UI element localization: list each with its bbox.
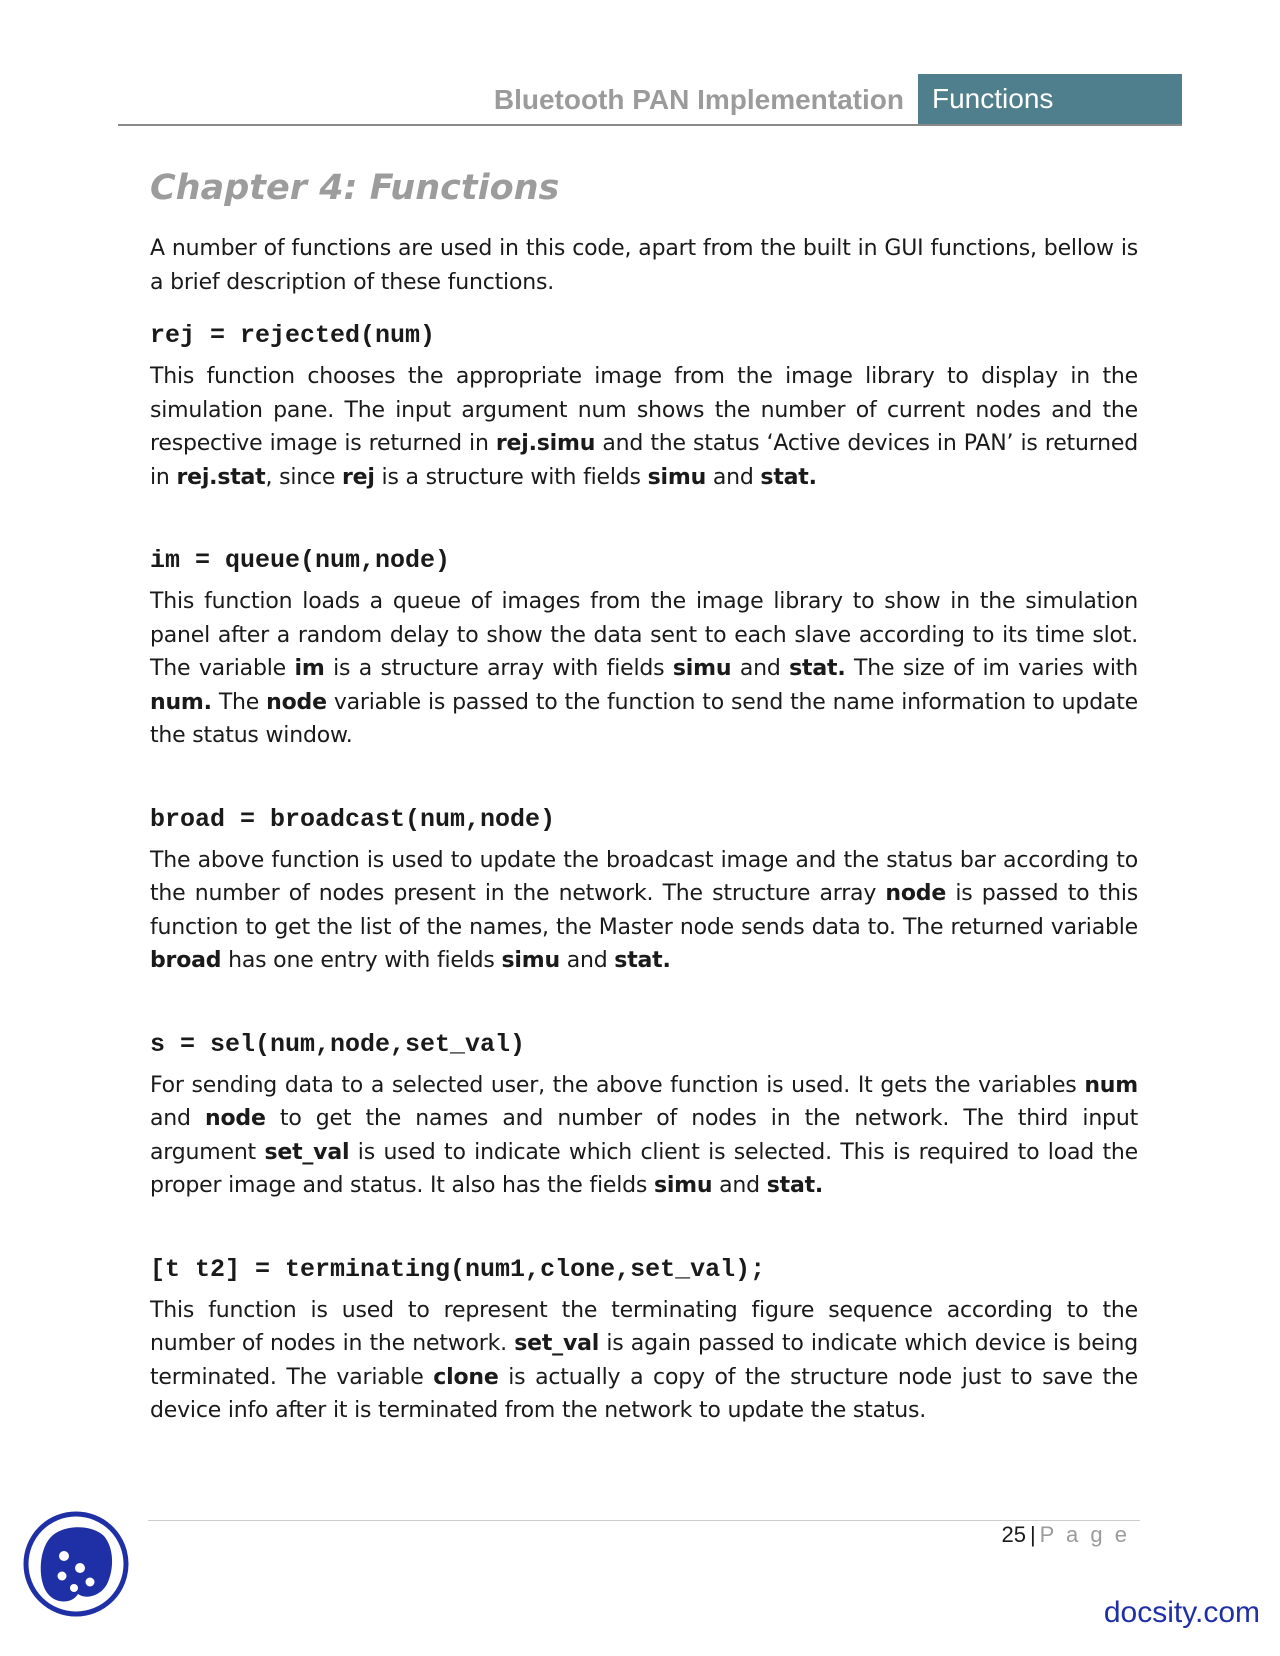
page-word: P a g e — [1039, 1522, 1130, 1547]
function-description: This function is used to represent the terminating figure sequence according to the number of nodes in the network. set_val is again passed to indicate which device is being terminated. The variable clone is actually a copy of the structure node just to save the device info after it is terminated from the network to update the status. — [150, 1297, 1139, 1423]
bold-term: simu — [672, 656, 732, 681]
function-section — [150, 805, 1138, 978]
function-signature: broad = broadcast(num,node) — [150, 804, 556, 834]
bold-term: im — [294, 656, 325, 681]
bold-term: rej — [342, 464, 375, 490]
docsity-brand-link[interactable]: docsity.com — [1103, 1596, 1260, 1629]
bold-term: set_val — [264, 1139, 350, 1165]
bold-term: rej.simu — [495, 431, 596, 456]
bold-term: num. — [150, 689, 212, 715]
bold-term: node — [205, 1106, 266, 1131]
bold-term: stat. — [614, 948, 671, 973]
chapter-title: Chapter 4: Functions — [150, 168, 560, 208]
page-content — [150, 168, 1138, 1428]
function-description: For sending data to a selected user, the above function is used. It gets the variables num and node to get the names and number of nodes in the network. The third input argument set_val is used to indicate which client is selected. This is required to load the proper image and status. It also has the fields simu and stat. — [150, 1072, 1138, 1198]
footer-divider — [148, 1520, 1140, 1521]
function-description: The above function is used to update the broadcast image and the status bar according to the number of nodes present in the network. The structure array node is passed to this function to get the list of the names, the Master node sends data to. The returned variable broad has one entry with fields simu and stat. — [150, 847, 1138, 973]
function-section — [150, 321, 1138, 494]
page-number: 25 — [1001, 1522, 1026, 1547]
function-signature: im = queue(num,node) — [150, 546, 451, 575]
page-number-footer — [1001, 1522, 1130, 1548]
intro-paragraph: A number of functions are used in this code, apart from the built in GUI functions, bellow is a brief description of these functions. — [150, 236, 1138, 295]
function-section — [150, 1030, 1138, 1203]
header-document-title: Bluetooth PAN Implementation — [493, 84, 904, 115]
bold-term: rej.stat — [176, 464, 266, 490]
bold-term: broad — [150, 948, 222, 973]
function-section — [150, 546, 1138, 753]
function-section — [150, 1255, 1138, 1428]
bold-term: stat. — [789, 656, 846, 681]
function-signature: [t t2] = terminating(num1,clone,set_val); — [150, 1254, 766, 1284]
bold-term: simu — [501, 948, 560, 973]
function-signature: rej = rejected(num) — [150, 321, 436, 350]
header-section-tab: Functions — [918, 74, 1182, 124]
bold-term: node — [266, 689, 327, 715]
docsity-logo-icon — [22, 1508, 130, 1620]
bold-term: stat. — [766, 1173, 824, 1198]
page-header — [118, 72, 1182, 126]
bold-term: set_val — [514, 1331, 600, 1356]
function-description: This function chooses the appropriate image from the image library to display in the simulation pane. The input argument num shows the number of current nodes and the respective image is returned in rej.simu and the status ‘Active devices in PAN’ is returned in rej.stat, since rej is a structure with fields simu and stat. — [150, 364, 1138, 490]
bold-term: num — [1084, 1072, 1138, 1098]
bold-term: stat. — [760, 464, 817, 490]
bold-term: clone — [433, 1364, 499, 1390]
function-description: This function loads a queue of images from the image library to show in the simulation panel after a random delay to show the data sent to each slave according to its time slot. The variable im is a structure array with fields simu and stat. The size of im varies with num. The node variable is passed to the function to send the name information to update the status window. — [150, 589, 1139, 748]
bold-term: simu — [647, 464, 707, 490]
bold-term: node — [885, 881, 947, 906]
function-signature: s = sel(num,node,set_val) — [150, 1029, 526, 1059]
bold-term: simu — [653, 1173, 713, 1198]
page-separator: | — [1029, 1522, 1036, 1547]
